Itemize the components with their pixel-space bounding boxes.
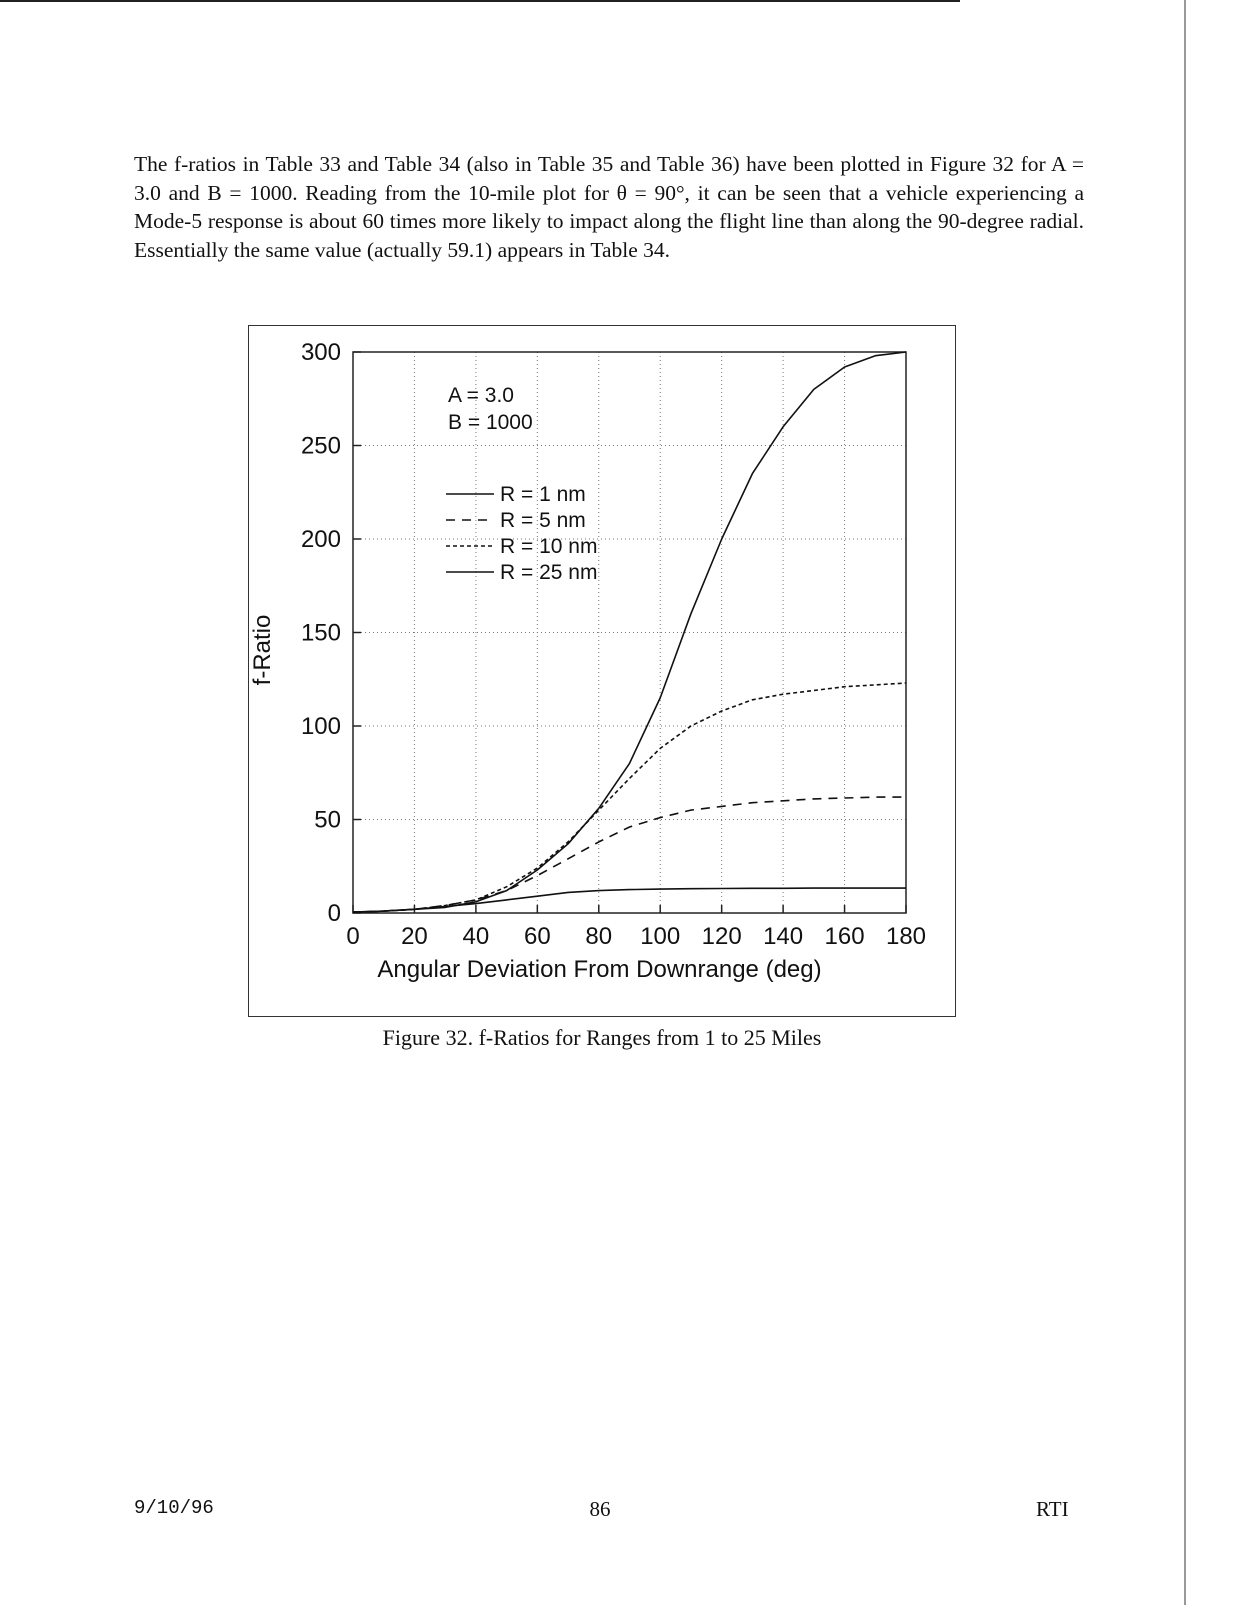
x-tick-label: 20 [401,923,428,950]
y-tick-label: 150 [300,619,341,647]
body-paragraph: The f-ratios in Table 33 and Table 34 (also in Table 35 and Table 36) have been plotted in Figure 32 for A = 3.0 and B = 1000. Reading from the 10-mile plot for θ = 90°, it can be seen that a vehicle experiencing a Mode-5 response is about 60 times more likely to impact along the flight line than along the 90-degree radial. Essentially the same value (actually 59.1) appears in Table 34. [134,152,1084,262]
legend-label: R = 5 nm [500,509,586,532]
x-tick-label: 40 [462,923,490,950]
chart-legend [446,483,597,584]
y-tick-label: 100 [300,713,341,740]
footer-page-number: 86 [589,1497,611,1521]
x-tick-label: 180 [885,923,927,950]
y-tick-label: 0 [327,900,341,927]
legend-label: R = 25 nm [500,561,598,584]
legend-label: R = 10 nm [500,535,598,558]
x-tick-label: 0 [346,923,360,950]
x-tick-label: 60 [523,923,551,950]
f-ratio-chart [248,325,956,1017]
x-axis-ticks [346,905,926,950]
annotation-text: A = 3.0 [448,384,514,407]
footer-date: 9/10/96 [134,1497,214,1519]
y-tick-label: 250 [300,432,341,460]
chart-grid [353,352,906,913]
x-tick-label: 140 [763,923,804,950]
x-tick-label: 80 [585,923,613,950]
x-tick-label: 120 [701,923,742,950]
y-tick-label: 300 [300,339,341,366]
y-axis-label: f-Ratio [249,614,276,686]
x-tick-label: 160 [824,923,865,950]
x-tick-label: 100 [640,923,681,950]
series-line-3 [353,683,906,912]
annotation-text: B = 1000 [448,411,533,434]
series-line-2 [353,797,906,912]
top-rule [0,0,960,2]
right-margin-rule [1184,0,1186,1605]
figure-caption: Figure 32. f-Ratios for Ranges from 1 to 25 Miles [382,1025,822,1050]
y-tick-label: 200 [300,526,341,553]
footer-org: RTI [1036,1497,1069,1521]
x-axis-label: Angular Deviation From Downrange (deg) [377,956,822,983]
chart-annotations [448,384,533,434]
y-tick-label: 50 [314,806,341,834]
y-axis-ticks [301,339,361,927]
legend-label: R = 1 nm [500,483,586,506]
